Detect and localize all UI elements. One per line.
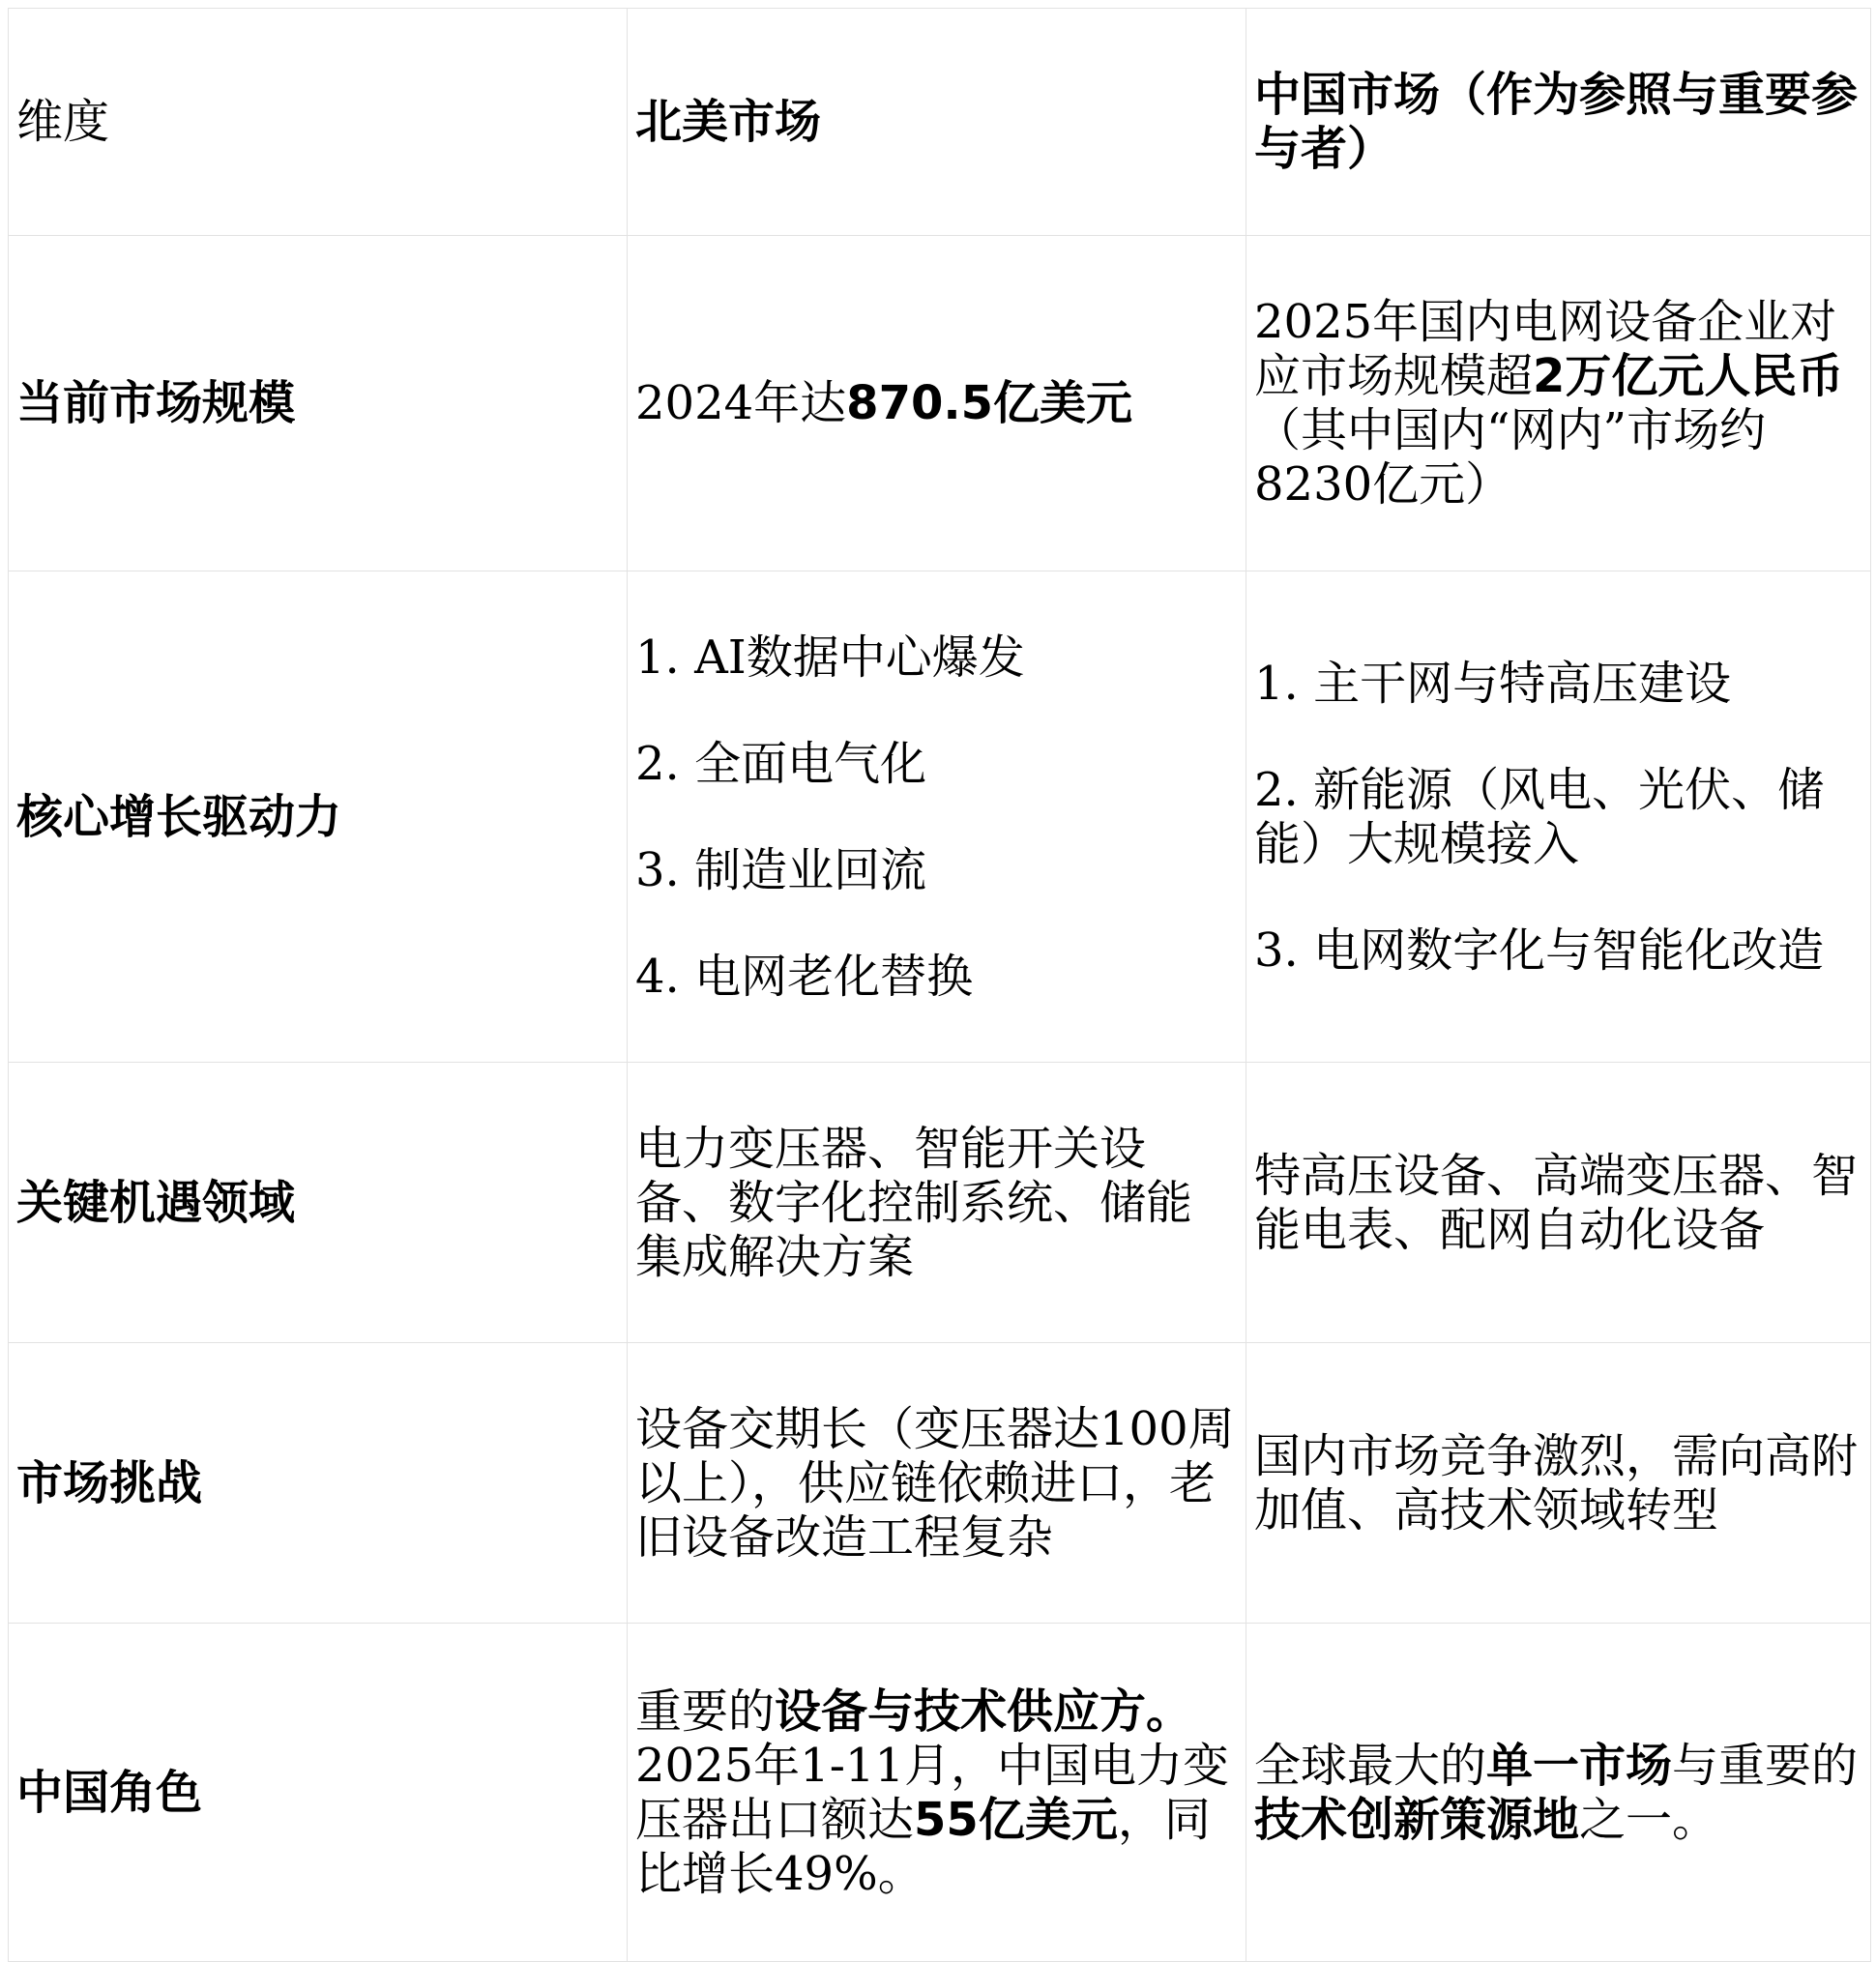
role-suffix: ，同比增长49%。 [635, 1792, 1211, 1901]
list-item [635, 737, 1238, 791]
list-text: AI数据中心爆发 [694, 630, 1025, 685]
north-america-cell [628, 1063, 1246, 1343]
china-cell [1246, 1624, 1871, 1962]
row-dimension [9, 1624, 628, 1962]
table-row [9, 1624, 1871, 1962]
china-size-value: 2万亿元人民币 [1533, 349, 1844, 403]
list-text: 制造业回流 [694, 842, 927, 897]
row-dimension-label: 市场挑战 [16, 1455, 203, 1510]
list-number: 1. [635, 630, 695, 685]
row-dimension [9, 1343, 628, 1624]
north-america-cell [628, 571, 1246, 1063]
row-dimension [9, 1063, 628, 1343]
list-item [635, 950, 1238, 1004]
china-cell [1246, 571, 1871, 1063]
list-text: 主干网与特高压建设 [1313, 656, 1732, 711]
market-size-prefix: 2024年达 [635, 376, 847, 430]
list-number: 3. [1254, 922, 1314, 978]
china-size-prefix: 2025年国内电网设备企业对应市场规模超 [1254, 295, 1837, 403]
role-highlight: 单一市场 [1486, 1738, 1673, 1793]
china-size-note: （其中国内“网内”市场约8230亿元） [1254, 403, 1767, 512]
market-size-value: 870.5亿美元 [846, 376, 1133, 430]
list-number: 4. [635, 949, 695, 1004]
china-cell [1246, 1343, 1871, 1624]
list-text: 新能源（风电、光伏、储能）大规模接入 [1254, 762, 1825, 871]
row-dimension [9, 236, 628, 571]
role-prefix: 重要的 [635, 1684, 776, 1739]
list-number: 2. [1254, 762, 1314, 817]
cell-text: 设备交期长（变压器达100周以上），供应链依赖进口，老旧设备改造工程复杂 [635, 1401, 1235, 1565]
role-detail: 与重要的 [1672, 1738, 1859, 1793]
list-item [1254, 657, 1862, 711]
role-highlight: 设备与技术供应方。 [775, 1684, 1193, 1739]
header-north-america-label: 北美市场 [635, 95, 822, 149]
cell-text: 特高压设备、高端变压器、智能电表、配网自动化设备 [1254, 1148, 1859, 1257]
list-item [635, 630, 1238, 685]
cell-text: 国内市场竞争激烈，需向高附加值、高技术领域转型 [1254, 1428, 1859, 1537]
row-dimension-label: 关键机遇领域 [16, 1175, 296, 1230]
header-dimension-label: 维度 [16, 95, 110, 149]
row-dimension [9, 571, 628, 1063]
north-america-cell [628, 1343, 1246, 1624]
table-header-row [9, 9, 1871, 236]
table-row [9, 571, 1871, 1063]
comparison-table [8, 8, 1871, 1962]
role-highlight-2: 技术创新策源地 [1254, 1792, 1580, 1847]
table-row [9, 236, 1871, 571]
list-number: 2. [635, 736, 695, 791]
table-row [9, 1343, 1871, 1624]
list-item [635, 843, 1238, 897]
export-value: 55亿美元 [914, 1792, 1118, 1847]
cell-text: 电力变压器、智能开关设备、数字化控制系统、储能集成解决方案 [635, 1121, 1193, 1284]
china-cell [1246, 1063, 1871, 1343]
list-text: 电网老化替换 [694, 949, 974, 1004]
list-number: 1. [1254, 656, 1314, 711]
row-dimension-label: 当前市场规模 [16, 376, 296, 430]
list-number: 3. [635, 842, 695, 897]
header-dimension [9, 9, 628, 236]
north-america-cell [628, 1624, 1246, 1962]
china-cell [1246, 236, 1871, 571]
list-item [1254, 923, 1862, 978]
list-text: 全面电气化 [694, 736, 927, 791]
table-row [9, 1063, 1871, 1343]
list-item [1254, 763, 1862, 871]
role-prefix: 全球最大的 [1254, 1738, 1487, 1793]
row-dimension-label: 核心增长驱动力 [16, 789, 342, 844]
row-dimension-label: 中国角色 [16, 1765, 203, 1820]
north-america-cell [628, 236, 1246, 571]
header-north-america [628, 9, 1246, 236]
role-suffix: 之一。 [1579, 1792, 1719, 1847]
header-china-label: 中国市场（作为参照与重要参与者） [1254, 68, 1859, 176]
header-china [1246, 9, 1871, 236]
role-detail: 2025年1-11月，中国电力变压器出口额达 [635, 1738, 1229, 1847]
list-text: 电网数字化与智能化改造 [1313, 922, 1825, 978]
